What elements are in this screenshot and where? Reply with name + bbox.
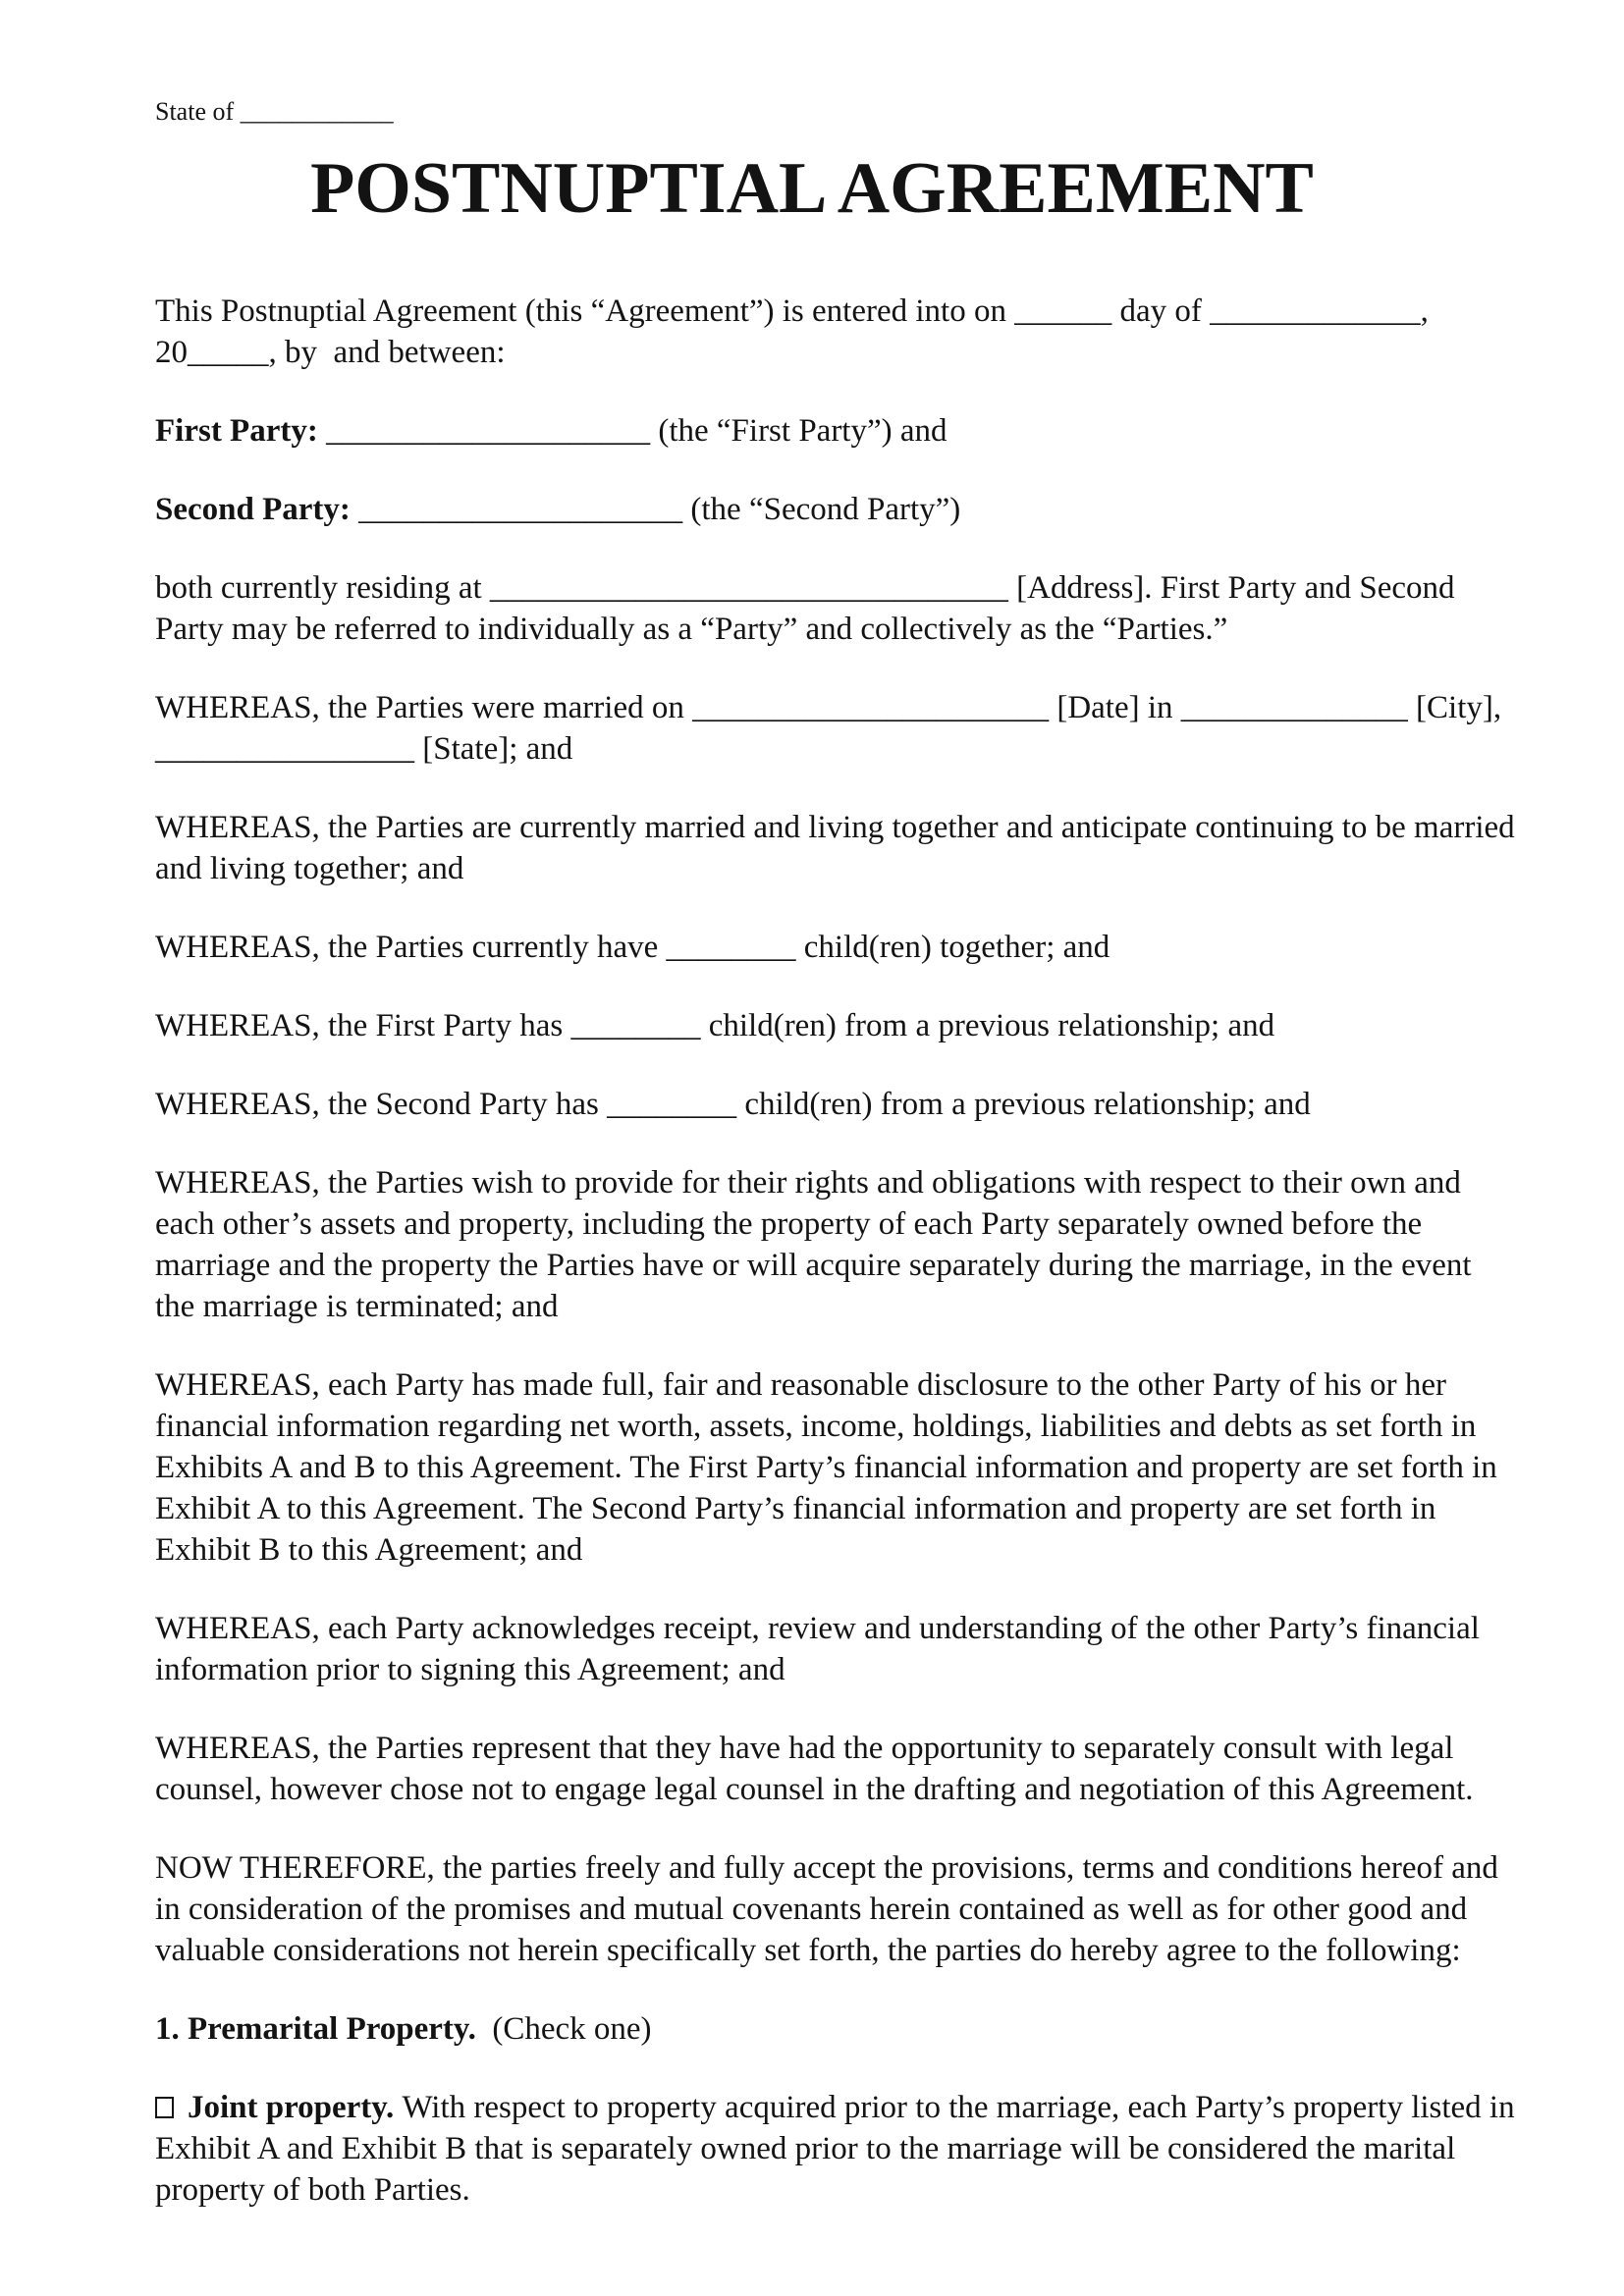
text-segment: WHEREAS, the Parties represent that they have had the opportunity to separately consult with legal counsel, however chose not to engage legal counsel in the drafting and negotiation of this Agreement. — [155, 1731, 1474, 1807]
whereas-married-paragraph — [155, 687, 1518, 770]
text-segment: NOW THEREFORE, the parties freely and fully accept the provisions, terms and conditions hereof and in consideration of the promises and mutual covenants herein contained as well as for other good and valuable considerations not herein specifically set forth, the parties do hereby agree to the following: — [155, 1850, 1507, 1968]
text-segment: ____________________ (the “First Party”) and — [326, 413, 947, 449]
whereas-counsel-paragraph — [155, 1728, 1518, 1810]
text-segment: WHEREAS, the Parties are currently married and living together and anticipate continuing to be married and living together; and — [155, 810, 1523, 886]
text-segment: WHEREAS, the Second Party has ________ child(ren) from a previous relationship; and — [155, 1087, 1311, 1122]
text-segment: ____________________ (the “Second Party”) — [358, 492, 961, 527]
text-segment: WHEREAS, the Parties currently have ________ child(ren) together; and — [155, 930, 1110, 965]
first-party-line — [155, 410, 1518, 452]
bold-text-segment: First Party: — [155, 413, 327, 449]
text-segment: WHEREAS, each Party acknowledges receipt, review and understanding of the other Party’s financial information prior to signing this Agreement; and — [155, 1611, 1489, 1687]
premarital-property-heading — [155, 2008, 1518, 2050]
whereas-disclosure-paragraph — [155, 1364, 1518, 1571]
text-segment: WHEREAS, the First Party has ________ child(ren) from a previous relationship; and — [155, 1008, 1275, 1043]
state-of-line: State of ____________ — [155, 97, 394, 126]
intro-paragraph — [155, 291, 1518, 373]
joint-property-option — [155, 2087, 1523, 2211]
document-title: POSTNUPTIAL AGREEMENT — [310, 148, 1314, 229]
whereas-children-together-paragraph — [155, 927, 1518, 968]
bold-text-segment: Second Party: — [155, 492, 359, 527]
text-segment: This Postnuptial Agreement (this “Agreement”) is entered into on ______ day of _____________, 20_____, by and between: — [155, 294, 1437, 370]
whereas-second-party-children-paragraph — [155, 1084, 1518, 1125]
now-therefore-paragraph — [155, 1847, 1518, 1971]
document-body — [155, 291, 1523, 2211]
text-segment: WHEREAS, the Parties were married on ______________________ [Date] in ______________ [City], ________________ [State]; and — [155, 690, 1510, 767]
whereas-rights-paragraph — [155, 1162, 1518, 1327]
bold-text-segment: Joint property. — [188, 2090, 403, 2125]
second-party-line — [155, 489, 1518, 530]
checkbox-unchecked-icon[interactable] — [155, 2097, 174, 2118]
text-segment: With respect to property acquired prior to the marriage, each Party’s property listed in Exhibit A and Exhibit B that is separately owned prior to the marriage will be considered the marital property of both Parties. — [155, 2090, 1523, 2208]
whereas-receipt-paragraph — [155, 1608, 1518, 1690]
bold-text-segment: 1. Premarital Property. — [155, 2011, 476, 2047]
residence-paragraph — [155, 567, 1518, 650]
whereas-living-together-paragraph — [155, 807, 1523, 889]
text-segment: WHEREAS, each Party has made full, fair and reasonable disclosure to the other Party of his or her financial information regarding net worth, assets, income, holdings, liabilities and debts as set forth in Exhibits A and B to this Agreement. The First Party’s financial information and property are set forth in Exhibit A to this Agreement. The Second Party’s financial information and property are set forth in Exhibit B to this Agreement; and — [155, 1367, 1506, 1568]
text-segment: (Check one) — [475, 2011, 652, 2047]
whereas-first-party-children-paragraph — [155, 1005, 1518, 1046]
text-segment: both currently residing at ________________________________ [Address]. First Party and Second Party may be referred to individually as a “Party” and collectively as the “Parties.” — [155, 570, 1463, 647]
text-segment: WHEREAS, the Parties wish to provide for their rights and obligations with respect to their own and each other’s assets and property, including the property of each Party separately owned before the marriage and the property the Parties have or will acquire separately during the marriage, in the event the marriage is terminated; and — [155, 1165, 1480, 1324]
